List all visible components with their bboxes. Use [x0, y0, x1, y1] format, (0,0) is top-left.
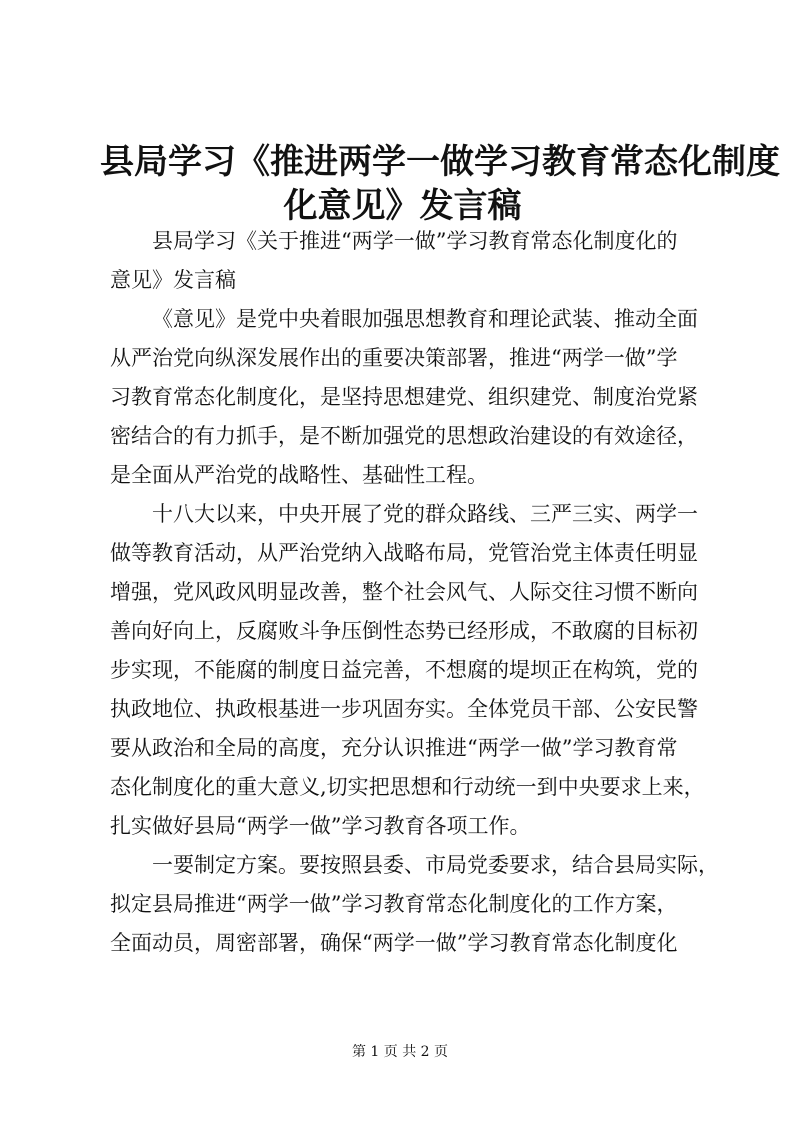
- text-line: 意见》发言稿: [110, 268, 236, 292]
- paragraph: [110, 846, 719, 963]
- text-line: 扎实做好县局“两学一做”学习教育各项工作。: [110, 814, 531, 838]
- text-line: 拟定县局推进“两学一做”学习教育常态化制度化的工作方案，: [110, 892, 678, 916]
- text-line: 县局学习《关于推进“两学一做”学习教育常态化制度化的: [152, 229, 678, 253]
- page-footer: 第 1 页 共 2 页: [351, 1044, 449, 1060]
- text-line: 善向好向上，反腐败斗争压倒性态势已经形成，不敢腐的目标初: [110, 619, 698, 643]
- paragraph: [110, 300, 710, 495]
- text-line: 要从政治和全局的高度，充分认识推进“两学一做”学习教育常: [110, 736, 678, 760]
- text-line: 是全面从严治党的战略性、基础性工程。: [110, 463, 488, 487]
- text-line: 习教育常态化制度化，是坚持思想建党、组织建党、制度治党紧: [110, 385, 698, 409]
- title-line: 化意见》发言稿: [283, 186, 522, 226]
- text-line: 一要制定方案。要按照县委、市局党委要求，结合县局实际，: [152, 853, 719, 877]
- document-title: [100, 140, 780, 228]
- text-line: 执政地位、执政根基进一步巩固夯实。全体党员干部、公安民警: [110, 697, 698, 721]
- text-line: 从严治党向纵深发展作出的重要决策部署，推进“两学一做”学: [110, 346, 678, 370]
- text-line: 《意见》是党中央着眼加强思想教育和理论武装、推动全面: [152, 307, 698, 331]
- text-line: 全面动员，周密部署，确保“两学一做”学习教育常态化制度化: [110, 931, 678, 955]
- text-line: 密结合的有力抓手，是不断加强党的思想政治建设的有效途径，: [110, 424, 698, 448]
- text-line: 步实现，不能腐的制度日益完善，不想腐的堤坝正在构筑，党的: [110, 658, 698, 682]
- text-line: 态化制度化的重大意义,切实把思想和行动统一到中央要求上来，: [110, 775, 705, 799]
- text-line: 十八大以来，中央开展了党的群众路线、三严三实、两学一: [152, 502, 698, 526]
- paragraph: [110, 495, 710, 846]
- title-line: 县局学习《推进两学一做学习教育常态化制度: [100, 142, 780, 182]
- document-body: [110, 222, 719, 963]
- paragraph: [110, 222, 710, 300]
- text-line: 增强，党风政风明显改善，整个社会风气、人际交往习惯不断向: [110, 580, 698, 604]
- text-line: 做等教育活动，从严治党纳入战略布局，党管治党主体责任明显: [110, 541, 698, 565]
